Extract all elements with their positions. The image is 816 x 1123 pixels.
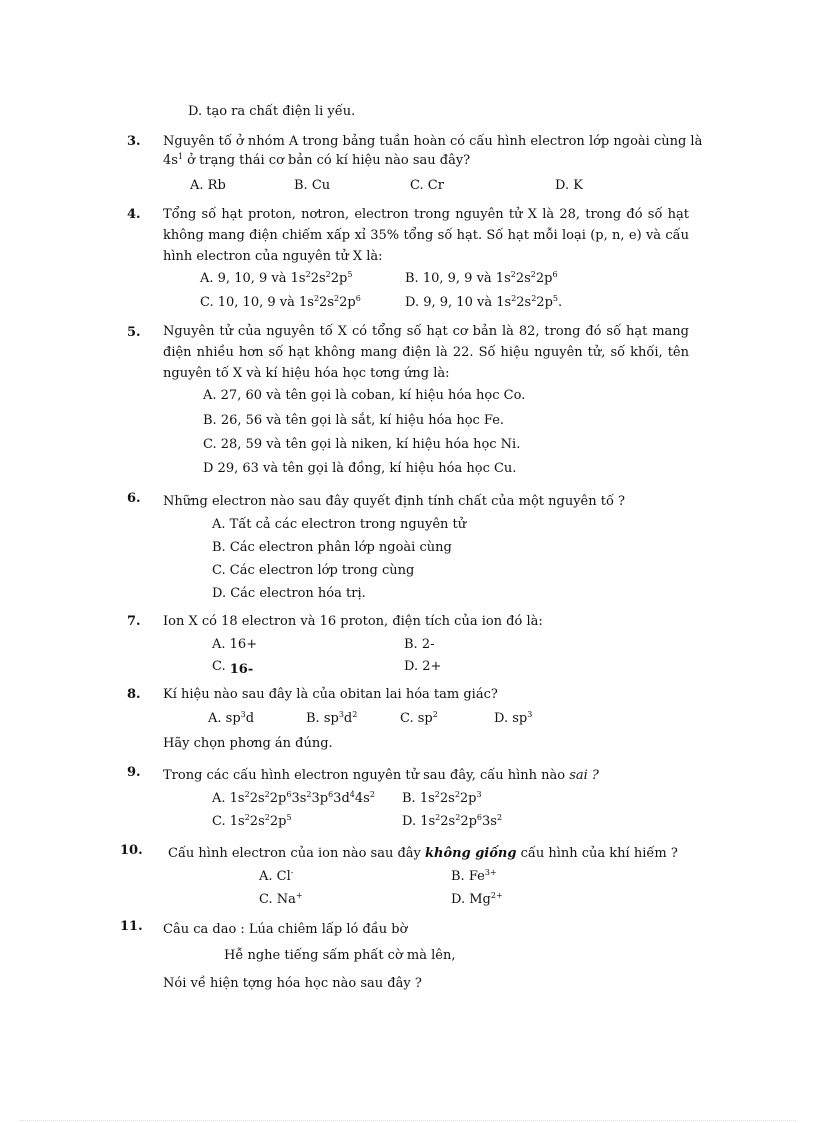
question-11-number: 11.	[120, 919, 143, 934]
question-9-number: 9.	[127, 765, 141, 780]
question-3-number: 3.	[127, 134, 141, 149]
question-5-option-d: D 29, 63 và tên gọi là đồng, kí hiệu hóa học Cu.	[203, 461, 517, 476]
question-5-text: Nguyên tử của nguyên tố X có tổng số hạt cơ bản là 82, trong đó số hạt mang điện nhiều hơn số hạt không mang điện là 22. Số hiệu nguyên tử, số khối, tên nguyên tố X và kí hiệu hóa học tơng ứng là:	[163, 324, 689, 381]
question-4-text: Tổng số hạt proton, nơtron, electron trong nguyên tử X là 28, trong đó số hạt không mang điện chiếm xấp xỉ 35% tổng số hạt. Số hạt mỗi loại (p, n, e) và cấu hình electron của nguyên tử X là:	[163, 207, 689, 264]
question-6-option-b: B. Các electron phân lớp ngoài cùng	[212, 540, 452, 555]
question-3-option-a: A. Rb	[190, 178, 226, 193]
question-3-option-b: B. Cu	[294, 178, 331, 193]
question-5-option-b: B. 26, 56 và tên gọi là sắt, kí hiệu hóa học Fe.	[203, 413, 505, 428]
question-5-option-c: C. 28, 59 và tên gọi là niken, kí hiệu hóa học Ni.	[203, 437, 521, 452]
question-7-option-c: C. 16-	[212, 659, 254, 677]
question-9-text: Trong các cấu hình electron nguyên tử sau đây, cấu hình nào sai ?	[163, 768, 599, 783]
question-10-text: Cấu hình electron của ion nào sau đây không giống cấu hình của khí hiếm ?	[168, 846, 678, 861]
question-8-option-b: B. $sp^3d^2$	[306, 710, 358, 726]
question-5-option-a: A. 27, 60 và tên gọi là coban, kí hiệu hóa học Co.	[203, 388, 526, 403]
question-10-option-a: A. Cl-	[259, 868, 294, 884]
question-6-option-c: C. Các electron lớp trong cùng	[212, 563, 415, 578]
question-9-option-d: D. $1s^22s^22p^63s^2$	[402, 813, 503, 829]
question-8-text: Kí hiệu nào sau đây là của obitan lai hóa tam giác?	[163, 687, 498, 702]
question-10-option-b: B. $Fe^{3+}$	[451, 868, 497, 884]
question-6-option-d: D. Các electron hóa trị.	[212, 586, 366, 601]
question-3-option-d: D. K	[555, 178, 583, 193]
question-6-number: 6.	[127, 491, 141, 506]
question-7-number: 7.	[127, 614, 141, 629]
question-3-option-c: C. Cr	[410, 178, 444, 193]
question-11-text-line3: Nói về hiện tợng hóa học nào sau đây ?	[163, 976, 422, 991]
question-10-number: 10.	[120, 843, 143, 858]
question-9-option-c: C. $1s^22s^22p^5$	[212, 813, 292, 829]
question-4-option-c: C. 10, 10, 9 và $1s^22s^22p^6$	[200, 294, 361, 310]
question-4-option-a: A. 9, 10, 9 và $1s^22s^22p^5$	[200, 270, 353, 286]
question-8-option-a: A. $sp^3d$	[208, 710, 255, 726]
question-11-text-line2: Hễ nghe tiếng sấm phất cờ mà lên,	[224, 948, 456, 963]
question-10-option-c: C. Na+	[259, 891, 303, 907]
question-8-option-d: D. $sp^3$	[494, 710, 533, 726]
question-6-text: Những electron nào sau đây quyết định tính chất của một nguyên tố ?	[163, 494, 626, 509]
question-8-note: Hãy chọn phơng án đúng.	[163, 736, 333, 751]
question-7-option-b: B. 2-	[404, 637, 435, 652]
question-7-text: Ion X có 18 electron và 16 proton, điện tích của ion đó là:	[163, 614, 543, 629]
question-7-option-d: D. 2+	[404, 659, 442, 674]
question-8-number: 8.	[127, 687, 141, 702]
question-9-option-a: A. $1s^22s^22p^63s^23p^63d^44s^2$	[212, 790, 375, 806]
question-11-text-line1: Câu ca dao : Lúa chiêm lấp ló đầu bờ	[163, 922, 408, 937]
question-3-text-line1: Nguyên tố ở nhóm A trong bảng tuần hoàn có cấu hình electron lớp ngoài cùng là	[163, 134, 703, 149]
question-4-option-d: D. 9, 9, 10 và $1s^22s^22p^5$.	[405, 294, 563, 310]
question-10-option-d: D. $Mg^{2+}$	[451, 891, 503, 907]
page-footer-rule	[20, 1120, 796, 1121]
option-d-previous: D. tạo ra chất điện li yếu.	[188, 104, 356, 119]
question-3-text-line2: $4s^1$ ở trạng thái cơ bản có kí hiệu nào sau đây?	[163, 152, 471, 168]
question-8-option-c: C. $sp^2$	[400, 710, 438, 726]
question-5-number: 5.	[127, 325, 141, 340]
question-7-option-a: A. 16+	[212, 637, 258, 652]
question-4-number: 4.	[127, 207, 141, 222]
question-4-option-b: B. 10, 9, 9 và $1s^22s^22p^6$	[405, 270, 558, 286]
question-6-option-a: A. Tất cả các electron trong nguyên tử	[212, 517, 467, 532]
question-9-option-b: B. $1s^22s^22p^3$	[402, 790, 482, 806]
